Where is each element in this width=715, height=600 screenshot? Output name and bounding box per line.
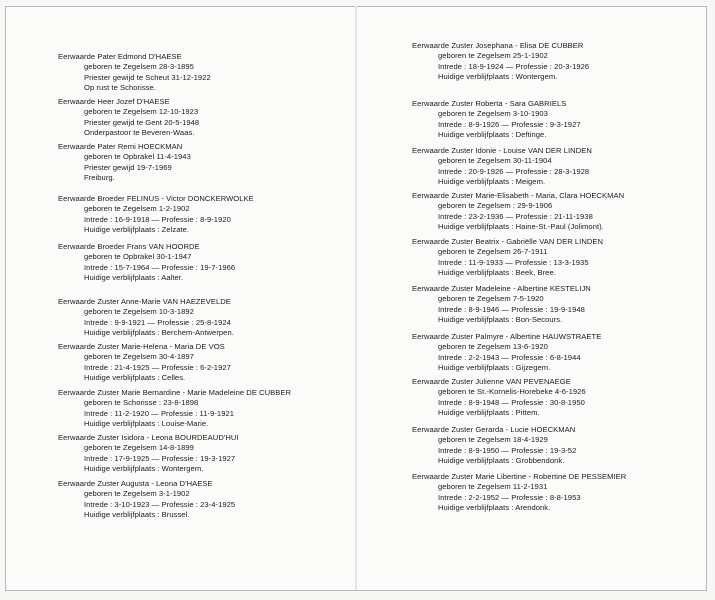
entry-line: Huidige verblijfplaats : Gijzegem. (438, 362, 551, 372)
entry-title: Eerwaarde Zuster Palmyre - Albertine HAUWSTRAETE (412, 332, 602, 341)
entry-line: geboren te St.-Kornelis-Horebeke 4-6-1926 (438, 387, 586, 397)
entry-line: geboren te Schorisse : 23-8-1898 (84, 398, 199, 408)
entry-title: Eerwaarde Zuster Isidora - Leona BOURDEAUD'HUI (58, 433, 239, 442)
entry-line: Huidige verblijfplaats : Grobbendonk. (438, 455, 565, 465)
entry-line: Intrede : 16-9-1918 — Professie : 8-9-1920 (84, 214, 231, 224)
entry-title: Eerwaarde Zuster Marie-Elisabeth - Maria, Clara HOECKMAN (412, 191, 625, 200)
entry-line: Intrede : 20-9-1926 — Professie : 28-3-1928 (438, 166, 590, 176)
entry-line: geboren te Zegelsem 28-3-1895 (84, 62, 194, 72)
entry (58, 297, 234, 338)
entry-line: geboren te Zegelsem 7-5-1920 (438, 294, 544, 304)
entry-line: geboren te Opbrakel 11-4-1943 (84, 152, 191, 162)
entry-title: Eerwaarde Zuster Roberta - Sara GABRIELS (412, 99, 567, 108)
entry-line: geboren te Zegelsem 30-11-1904 (438, 156, 552, 166)
entry-title: Eerwaarde Heer Jozef D'HAESE (58, 97, 170, 106)
entry-title: Eerwaarde Zuster Idonie - Louise VAN DER LINDEN (412, 146, 592, 155)
entry-line: Freiburg. (84, 172, 115, 182)
entry-line: geboren te Zegelsem 10-3-1892 (84, 307, 194, 317)
entry (58, 52, 211, 93)
entry-title: Eerwaarde Zuster Marie Bernardine - Marie Madeleine DE CUBBER (58, 388, 292, 397)
entry-line: Huidige verblijfplaats : Wontergem. (438, 71, 558, 81)
entry-title: Eerwaarde Zuster Madeleine - Albertine KESTELIJN (412, 284, 591, 293)
entry-line: Intrede : 15-7-1964 — Professie : 19-7-1966 (84, 262, 236, 272)
entry-line: geboren te Zegelsem 12-10-1923 (84, 107, 199, 117)
entry-line: Intrede : 21-4-1925 — Professie : 6-2-1927 (84, 362, 231, 372)
entry-line: geboren te Zegelsem 3-1-1902 (84, 489, 190, 499)
entry (412, 41, 589, 82)
entry-line: Intrede : 3-10-1923 — Professie : 23-4-1925 (84, 499, 236, 509)
entry (58, 242, 235, 283)
entry-line: Intrede : 8-9-1950 — Professie : 19-3-52 (438, 445, 577, 455)
entry (412, 284, 591, 325)
entry-line: Huidige verblijfplaats : Beek, Bree. (438, 267, 556, 277)
entry-line: Intrede : 2-2-1952 — Professie : 8-8-1953 (438, 492, 581, 502)
entry (412, 377, 586, 418)
entry-title: Eerwaarde Zuster Anne-Marie VAN HAEZEVELDE (58, 297, 231, 306)
entry-line: Huidige verblijfplaats : Haine-St.-Paul (Jolimont). (438, 221, 604, 231)
entry-line: Huidige verblijfplaats : Pittem. (438, 407, 540, 417)
entry (58, 479, 235, 520)
entry (58, 142, 191, 183)
entry-line: Intrede : 8-9-1948 — Professie : 30-8-1950 (438, 397, 585, 407)
entry (412, 237, 603, 278)
entry-line: geboren te Zegelsem 1-2-1902 (84, 204, 190, 214)
entry-line: Priester gewijd 19-7-1969 (84, 162, 172, 172)
entry-line: geboren te Zegelsem 13-6-1920 (438, 342, 548, 352)
entry-line: geboren te Zegelsem 18-4-1929 (438, 435, 548, 445)
entry-line: Huidige verblijfplaats : Arendonk. (438, 502, 551, 512)
entry-line: Huidige verblijfplaats : Deftinge. (438, 129, 547, 139)
entry-line: geboren te Zegelsem 3-10-1903 (438, 109, 548, 119)
entry-line: Huidige verblijfplaats : Berchem-Antwerpen. (84, 327, 234, 337)
entry-line: Priester gewijd te Gent 20-5-1948 (84, 117, 200, 127)
entry-line: Intrede : 8-9-1926 — Professie : 9-3-1927 (438, 119, 581, 129)
entry-title: Eerwaarde Zuster Gerarda - Lucie HOECKMAN (412, 425, 576, 434)
entry-line: Intrede : 9-9-1921 — Professie : 25-8-1924 (84, 317, 231, 327)
entry-line: Intrede : 8-9-1946 — Professie : 19-9-1948 (438, 304, 585, 314)
entry (58, 342, 231, 383)
entry-line: geboren te Zegelsem : 29-9-1906 (438, 201, 553, 211)
entry-line: Intrede : 18-9-1924 — Professie : 20-3-1926 (438, 61, 590, 71)
entry-line: Huidige verblijfplaats : Aalter. (84, 272, 184, 282)
entry-line: Huidige verblijfplaats : Wontergem. (84, 463, 204, 473)
entry (412, 99, 581, 140)
entry-title: Eerwaarde Pater Edmond D'HAESE (58, 52, 182, 61)
entry (412, 146, 592, 187)
entry-line: Huidige verblijfplaats : Bon-Secours. (438, 314, 563, 324)
entry-line: Intrede : 11-2-1920 — Professie : 11-9-1921 (84, 408, 235, 418)
entry (58, 388, 291, 429)
entry-title: Eerwaarde Zuster Julienne VAN PEVENAEGE (412, 377, 571, 386)
entry-line: Huidige verblijfplaats : Louise-Marie. (84, 418, 209, 428)
entry-line: Onderpastoor te Beveren-Waas. (84, 127, 195, 137)
entry-line: geboren te Zegelsem 26-7-1911 (438, 247, 548, 257)
entry-line: Huidige verblijfplaats : Brussel. (84, 509, 190, 519)
entry-line: Intrede : 23-2-1936 — Professie : 21-11-1938 (438, 211, 593, 221)
entry-line: Priester gewijd te Scheut 31-12-1922 (84, 72, 211, 82)
entry-line: Huidige verblijfplaats : Zelzate. (84, 224, 190, 234)
entry (412, 472, 626, 513)
entry-title: Eerwaarde Zuster Josephana - Elisa DE CUBBER (412, 41, 584, 50)
entry-line: Intrede : 2-2-1943 — Professie : 6-8-1944 (438, 352, 581, 362)
entry-line: Huidige verblijfplaats : Meigem. (438, 176, 546, 186)
entry-title: Eerwaarde Zuster Augusta - Leona D'HAESE (58, 479, 213, 488)
entry-line: Intrede : 11-9-1933 — Professie : 13-3-1935 (438, 257, 589, 267)
entry (58, 194, 254, 235)
entry-line: Op rust te Schorisse. (84, 82, 156, 92)
entry (58, 97, 199, 138)
entry-line: Huidige verblijfplaats : Celles. (84, 372, 186, 382)
entry (58, 433, 239, 474)
left-column (58, 0, 378, 600)
entry-line: geboren te Zegelsem 30-4-1897 (84, 352, 194, 362)
entry-title: Eerwaarde Pater Remi HOECKMAN (58, 142, 183, 151)
entry-line: geboren te Zegelsem 25-1-1902 (438, 51, 548, 61)
entry-title: Eerwaarde Broeder Frans VAN HOORDE (58, 242, 200, 251)
entry-line: Intrede : 17-9-1925 — Professie : 19-3-1927 (84, 453, 236, 463)
right-column (412, 0, 715, 600)
entry (412, 191, 624, 232)
entry-title: Eerwaarde Broeder FELINUS - Victor DONCKERWOLKE (58, 194, 254, 203)
entry (412, 425, 576, 466)
entry-line: geboren te Opbrakel 30-1-1947 (84, 252, 192, 262)
entry-title: Eerwaarde Zuster Marie-Helena - Maria DE VOS (58, 342, 225, 351)
entry-line: geboren te Zegelsem 11-2-1931 (438, 482, 548, 492)
entry-line: geboren te Zegelsem 14-8-1899 (84, 443, 194, 453)
entry-title: Eerwaarde Zuster Beatrix - Gabriëlle VAN DER LINDEN (412, 237, 604, 246)
entry-title: Eerwaarde Zuster Marie Libertine - Robertine DE PESSEMIER (412, 472, 627, 481)
entry (412, 332, 601, 373)
